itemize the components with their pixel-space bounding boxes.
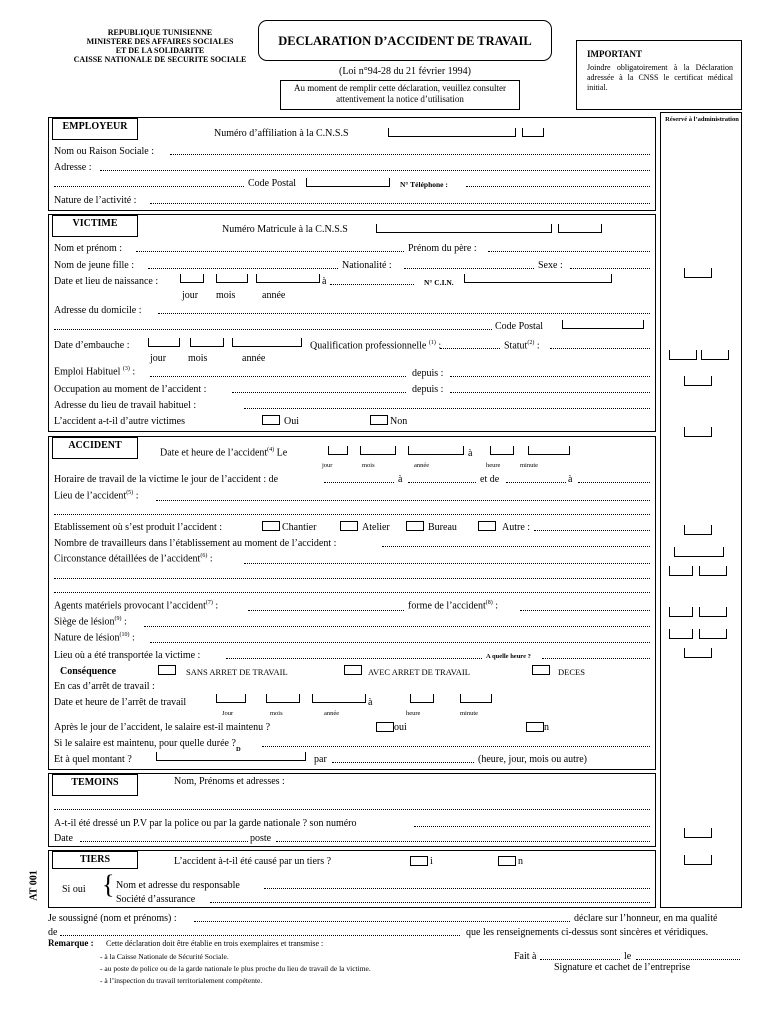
circonstance-field-2[interactable] xyxy=(54,570,650,579)
agents-label: Agents matériels provocant l’accident$^{(7)}$ : xyxy=(54,600,219,612)
nature-text: Nature de lésion xyxy=(54,632,120,644)
responsable-label: Nom et adresse du responsable xyxy=(116,880,240,891)
temoins-tab: TEMOINS xyxy=(52,774,138,796)
admin-field[interactable] xyxy=(669,350,697,360)
domicile-field[interactable] xyxy=(158,305,650,314)
accident-annee-field[interactable] xyxy=(408,446,464,455)
montant-field[interactable] xyxy=(156,752,306,761)
date-heure-label: Date et heure de l’accident$^{(4)}$ Le xyxy=(160,447,288,459)
admin-field[interactable] xyxy=(669,566,693,576)
form-title: DECLARATION D’ACCIDENT DE TRAVAIL xyxy=(258,20,552,61)
victime-tab: VICTIME xyxy=(52,215,138,237)
avec-arret-label: AVEC ARRET DE TRAVAIL xyxy=(368,667,470,677)
horaire-a-1-field[interactable] xyxy=(408,474,476,483)
agents-field[interactable] xyxy=(248,602,404,611)
tiers-non-label: n xyxy=(518,856,523,867)
org-line: CAISSE NATIONALE DE SECURITE SOCIALE xyxy=(73,55,247,64)
domicile-label: Adresse du domicile : xyxy=(54,305,142,316)
arret-jour-field[interactable] xyxy=(216,694,246,703)
admin-field[interactable] xyxy=(684,427,712,437)
lieu-label: Lieu de l’accident$^{(5)}$ : xyxy=(54,490,139,502)
emploi-field[interactable] xyxy=(150,368,406,377)
affiliation-key-field[interactable] xyxy=(522,128,544,137)
telephone-label: N° Téléphone : xyxy=(400,180,448,189)
matricule-key-field[interactable] xyxy=(558,224,602,233)
admin-field[interactable] xyxy=(669,629,693,639)
important-text: Joindre obligatoirement à la Déclaration adressée à la CNSS le certificat médical initial. xyxy=(587,63,733,92)
tiers-oui-label: i xyxy=(430,856,433,867)
remarque-item-2: - au poste de police ou de la garde nationale le plus proche du lieu de travail de la victime. xyxy=(100,964,371,973)
circonstance-field-3[interactable] xyxy=(54,584,650,593)
lieu-text: Lieu de l’accident xyxy=(54,490,127,502)
accident-mois-caption: mois xyxy=(362,462,375,469)
admin-field[interactable] xyxy=(699,607,727,617)
siege-label: Siège de lésion$^{(9)}$ : xyxy=(54,616,127,628)
transportee-label: Lieu où a été transportée la victime : xyxy=(54,650,201,661)
embauche-annee-field[interactable] xyxy=(232,338,302,347)
cin-field[interactable] xyxy=(464,274,612,283)
remarque-item-3: - à l’inspection du travail territorialement compétente. xyxy=(100,976,263,985)
forme-text: forme de l’accident xyxy=(408,600,486,612)
jour-caption: jour xyxy=(182,290,199,301)
occupation-field[interactable] xyxy=(232,384,406,393)
horaire-a-2-field[interactable] xyxy=(578,474,650,483)
annee-caption: année xyxy=(262,290,286,301)
chantier-checkbox[interactable] xyxy=(262,520,280,531)
remarque-label: Remarque : xyxy=(48,938,94,948)
salaire-non-label: n xyxy=(544,722,549,733)
statut-text: Statut xyxy=(504,340,528,352)
duree-field[interactable] xyxy=(262,738,650,747)
salaire-oui-label: oui xyxy=(394,722,407,733)
qualite-field[interactable] xyxy=(60,927,460,936)
montant-d-label: D xyxy=(236,746,241,753)
accident-heure-caption: heure xyxy=(486,462,501,469)
qualification-text: Qualification professionnelle xyxy=(310,340,427,352)
embauche-mois-caption: mois xyxy=(188,353,208,364)
org-line: ET DE LA SOLIDARITE xyxy=(115,46,205,55)
accident-heure-field[interactable] xyxy=(490,446,514,455)
autres-victimes-non-checkbox[interactable] xyxy=(370,414,388,425)
nom-raison-label: Nom ou Raison Sociale : xyxy=(54,146,154,157)
matricule-number-field[interactable] xyxy=(376,224,552,233)
form-code: AT 001 xyxy=(28,870,40,901)
adresse-travail-label: Adresse du lieu de travail habituel : xyxy=(54,400,197,411)
autre-label: Autre : xyxy=(502,522,531,533)
arret-a-label: à xyxy=(368,697,373,708)
nom-prenom-field[interactable] xyxy=(136,243,404,252)
lieu-field-2[interactable] xyxy=(54,506,650,515)
cin-label: N° C.I.N. xyxy=(424,278,454,287)
forme-label: forme de l’accident$^{(8)}$ : xyxy=(408,600,499,612)
autres-victimes-label: L’accident a-t-il d’autre victimes xyxy=(54,416,185,427)
salaire-oui-checkbox[interactable] xyxy=(376,721,394,732)
date-arret-label: Date et heure de l’arrêt de travail xyxy=(54,697,187,708)
remarque-item-1: - à la Caisse Nationale de Sécurité Sociale. xyxy=(100,952,229,961)
activite-label: Nature de l’activité : xyxy=(54,195,137,206)
mois-caption: mois xyxy=(216,290,236,301)
qualification-field[interactable] xyxy=(440,340,500,349)
responsable-field[interactable] xyxy=(264,880,650,889)
atelier-label: Atelier xyxy=(362,522,390,533)
oui-label: Oui xyxy=(284,416,299,427)
bureau-checkbox[interactable] xyxy=(406,520,424,531)
nombre-label: Nombre de travailleurs dans l’établissement au moment de l’accident : xyxy=(54,538,337,549)
par-field[interactable] xyxy=(332,754,474,763)
domicile-code-postal-field[interactable] xyxy=(562,320,644,329)
naissance-annee-field[interactable] xyxy=(256,274,320,283)
le-text: Le xyxy=(276,447,288,459)
domicile-code-postal-label: Code Postal xyxy=(495,321,544,332)
admin-field[interactable] xyxy=(699,566,727,576)
admin-field[interactable] xyxy=(684,828,712,838)
pv-numero-field[interactable] xyxy=(414,818,650,827)
pv-label: A-t-il été dressé un P.V par la police ou par la garde nationale ? son numéro xyxy=(54,818,357,829)
soussigne-label: Je soussigné (nom et prénoms) : xyxy=(48,913,177,924)
quelle-heure-field[interactable] xyxy=(542,650,650,659)
admin-field[interactable] xyxy=(684,376,712,386)
naissance-jour-field[interactable] xyxy=(180,274,204,283)
arret-mois-caption: mois xyxy=(270,710,283,717)
adresse-travail-field[interactable] xyxy=(244,400,650,409)
domicile-field-2[interactable] xyxy=(54,321,492,330)
nationalite-label: Nationalité : xyxy=(342,260,392,271)
admin-field[interactable] xyxy=(684,855,712,865)
chantier-label: Chantier xyxy=(282,522,317,533)
naissance-label: Date et lieu de naissance : xyxy=(54,276,159,287)
accident-mois-field[interactable] xyxy=(360,446,396,455)
org-line: MINISTERE DES AFFAIRES SOCIALES xyxy=(86,37,234,46)
circonstance-text: Circonstance détaillées de l’accident xyxy=(54,553,201,565)
horaire-label: Horaire de travail de la victime le jour de l’accident : de xyxy=(54,474,279,485)
deces-checkbox[interactable] xyxy=(532,664,550,675)
pv-date-field[interactable] xyxy=(80,833,248,842)
occupation-depuis-field[interactable] xyxy=(450,384,650,393)
duree-label: Si le salaire est maintenu, pour quelle durée ? xyxy=(54,738,236,749)
arret-annee-caption: année xyxy=(324,710,340,717)
statut-label: Statut$^{(2)}$ : xyxy=(504,340,540,352)
lieu-field[interactable] xyxy=(156,492,650,501)
sans-arret-checkbox[interactable] xyxy=(158,664,176,675)
naissance-mois-field[interactable] xyxy=(216,274,248,283)
pv-date-label: Date xyxy=(54,833,73,844)
quelle-heure-label: A quelle heure ? xyxy=(486,653,531,660)
occupation-depuis-label: depuis : xyxy=(412,384,444,395)
poste-field[interactable] xyxy=(276,833,650,842)
horaire-a-2: à xyxy=(568,474,573,485)
transportee-field[interactable] xyxy=(226,650,482,659)
tiers-non-checkbox[interactable] xyxy=(498,855,516,866)
activite-field[interactable] xyxy=(150,195,650,204)
accident-minute-caption: minute xyxy=(520,462,539,469)
accident-minute-field[interactable] xyxy=(528,446,570,455)
telephone-field[interactable] xyxy=(466,178,650,187)
fait-label: Fait à xyxy=(514,951,537,962)
accident-jour-field[interactable] xyxy=(328,446,348,455)
important-title: IMPORTANT xyxy=(587,49,643,59)
brace-icon: { xyxy=(102,870,115,899)
accident-tab: ACCIDENT xyxy=(52,437,138,459)
notice-box: Au moment de remplir cette déclaration, veuillez consulter attentivement la notice d’utilisation xyxy=(280,80,520,110)
naissance-lieu-field[interactable] xyxy=(330,276,414,285)
tiers-cause-label: L’accident à-t-il été causé par un tiers ? xyxy=(174,856,332,867)
non-label: Non xyxy=(390,416,408,427)
occupation-label: Occupation au moment de l’accident : xyxy=(54,384,207,395)
horaire-et-de: et de xyxy=(480,474,500,485)
adresse-label: Adresse : xyxy=(54,162,92,173)
matricule-label: Numéro Matricule à la C.N.S.S xyxy=(222,224,348,235)
autre-field[interactable] xyxy=(534,522,650,531)
tiers-oui-checkbox[interactable] xyxy=(410,855,428,866)
law-reference: (Loi n°94-28 du 21 février 1994) xyxy=(338,66,472,77)
adresse-field[interactable] xyxy=(100,162,650,171)
avec-arret-checkbox[interactable] xyxy=(344,664,362,675)
nature-field[interactable] xyxy=(150,634,650,643)
le-label: le xyxy=(624,951,632,962)
admin-column xyxy=(660,112,742,908)
circonstance-label: Circonstance détaillées de l’accident$^{(6)}$ : xyxy=(54,553,213,565)
org-line: REPUBLIQUE TUNISIENNE xyxy=(107,28,213,37)
sexe-label: Sexe : xyxy=(538,260,563,271)
admin-field[interactable] xyxy=(674,547,724,557)
forme-field[interactable] xyxy=(520,602,650,611)
signature-label: Signature et cachet de l’entreprise xyxy=(554,962,691,973)
date-heure-text: Date et heure de l’accident xyxy=(160,447,268,459)
horaire-de-2-field[interactable] xyxy=(506,474,566,483)
qualification-label: Qualification professionnelle $^{(1)}$ : xyxy=(310,340,442,352)
atelier-checkbox[interactable] xyxy=(340,520,358,531)
accident-a-label: à xyxy=(468,448,473,459)
unites-label: (heure, jour, mois ou autre) xyxy=(478,754,588,765)
naissance-a-label: à xyxy=(322,276,327,287)
admin-field[interactable] xyxy=(669,607,693,617)
nom-prenom-label: Nom et prénom : xyxy=(54,243,123,254)
code-postal-field[interactable] xyxy=(306,178,390,187)
autre-checkbox[interactable] xyxy=(478,520,496,531)
consequence-label: Conséquence xyxy=(60,666,117,677)
embauche-label: Date d’embauche : xyxy=(54,340,130,351)
soussigne-field[interactable] xyxy=(194,913,570,922)
emploi-depuis-field[interactable] xyxy=(450,368,650,377)
prenom-pere-label: Prénom du père : xyxy=(408,243,477,254)
arret-jour-caption: Jour xyxy=(222,710,234,717)
arret-annee-field[interactable] xyxy=(312,694,366,703)
important-box xyxy=(576,40,742,110)
nombre-field[interactable] xyxy=(382,538,650,547)
autres-victimes-oui-checkbox[interactable] xyxy=(262,414,280,425)
accident-jour-caption: jour xyxy=(322,462,333,469)
par-label: par xyxy=(314,754,327,765)
agents-text: Agents matériels provocant l’accident xyxy=(54,600,206,612)
admin-field[interactable] xyxy=(699,629,727,639)
horaire-de-1-field[interactable] xyxy=(324,474,394,483)
admin-field[interactable] xyxy=(684,525,712,535)
emploi-depuis-label: depuis : xyxy=(412,368,444,379)
arret-heure-field[interactable] xyxy=(410,694,434,703)
nature-label: Nature de lésion$^{(10)}$ : xyxy=(54,632,135,644)
emploi-text: Emploi Habituel xyxy=(54,366,121,378)
fait-field[interactable] xyxy=(540,951,620,960)
salaire-maintenu-label: Après le jour de l’accident, le salaire est-il maintenu ? xyxy=(54,722,271,733)
affiliation-number-field[interactable] xyxy=(388,128,516,137)
accident-annee-caption: année xyxy=(414,462,430,469)
embauche-jour-caption: jour xyxy=(150,353,167,364)
nom-raison-field[interactable] xyxy=(170,146,650,155)
bureau-label: Bureau xyxy=(428,522,457,533)
arret-minute-field[interactable] xyxy=(460,694,492,703)
arret-heure-caption: heure xyxy=(406,710,421,717)
horaire-a-1: à xyxy=(398,474,403,485)
sexe-field[interactable] xyxy=(570,260,650,269)
declare-label: déclare sur l’honneur, en ma qualité xyxy=(574,913,718,924)
siege-text: Siège de lésion xyxy=(54,616,115,628)
si-oui-label: Si oui xyxy=(62,884,86,895)
nationalite-field[interactable] xyxy=(404,260,534,269)
siege-field[interactable] xyxy=(144,618,650,627)
tiers-tab: TIERS xyxy=(52,851,138,869)
de-label: de xyxy=(48,927,58,938)
sans-arret-label: SANS ARRET DE TRAVAIL xyxy=(186,667,288,677)
salaire-non-checkbox[interactable] xyxy=(526,721,544,732)
circonstance-field[interactable] xyxy=(244,555,650,564)
org-block xyxy=(60,28,260,64)
montant-label: Et à quel montant ? xyxy=(54,754,132,765)
jeune-fille-label: Nom de jeune fille : xyxy=(54,260,134,271)
poste-label: poste xyxy=(250,833,272,844)
remarque-text: Cette déclaration doit être établie en trois exemplaires et transmise : xyxy=(106,939,324,948)
etablissement-label: Etablissement où s’est produit l’accident : xyxy=(54,522,223,533)
admin-field[interactable] xyxy=(701,350,729,360)
embauche-annee-caption: année xyxy=(242,353,266,364)
sinceres-label: que les renseignements ci-dessus sont sincères et véridiques. xyxy=(466,927,709,938)
affiliation-label: Numéro d’affiliation à la C.N.S.S xyxy=(214,128,349,139)
adresse-field-2[interactable] xyxy=(54,178,244,187)
temoins-nom-label: Nom, Prénoms et adresses : xyxy=(174,776,285,787)
assurance-label: Société d’assurance xyxy=(116,894,196,905)
deces-label: DECES xyxy=(558,667,585,677)
temoins-field-1[interactable] xyxy=(54,801,650,810)
en-cas-label: En cas d’arrêt de travail : xyxy=(54,681,155,692)
emploi-label: Emploi Habituel $^{(3)}$ : xyxy=(54,366,136,378)
employeur-tab: EMPLOYEUR xyxy=(52,118,138,140)
prenom-pere-field[interactable] xyxy=(488,243,650,252)
embauche-mois-field[interactable] xyxy=(190,338,224,347)
admin-field[interactable] xyxy=(684,648,712,658)
arret-minute-caption: minute xyxy=(460,710,479,717)
statut-field[interactable] xyxy=(550,340,650,349)
code-postal-label: Code Postal xyxy=(248,178,297,189)
admin-label: Réservé à l’administration xyxy=(665,116,739,123)
admin-field[interactable] xyxy=(684,268,712,278)
assurance-field[interactable] xyxy=(210,894,650,903)
embauche-jour-field[interactable] xyxy=(148,338,180,347)
le-date-field[interactable] xyxy=(636,951,740,960)
arret-mois-field[interactable] xyxy=(266,694,300,703)
jeune-fille-field[interactable] xyxy=(148,260,338,269)
